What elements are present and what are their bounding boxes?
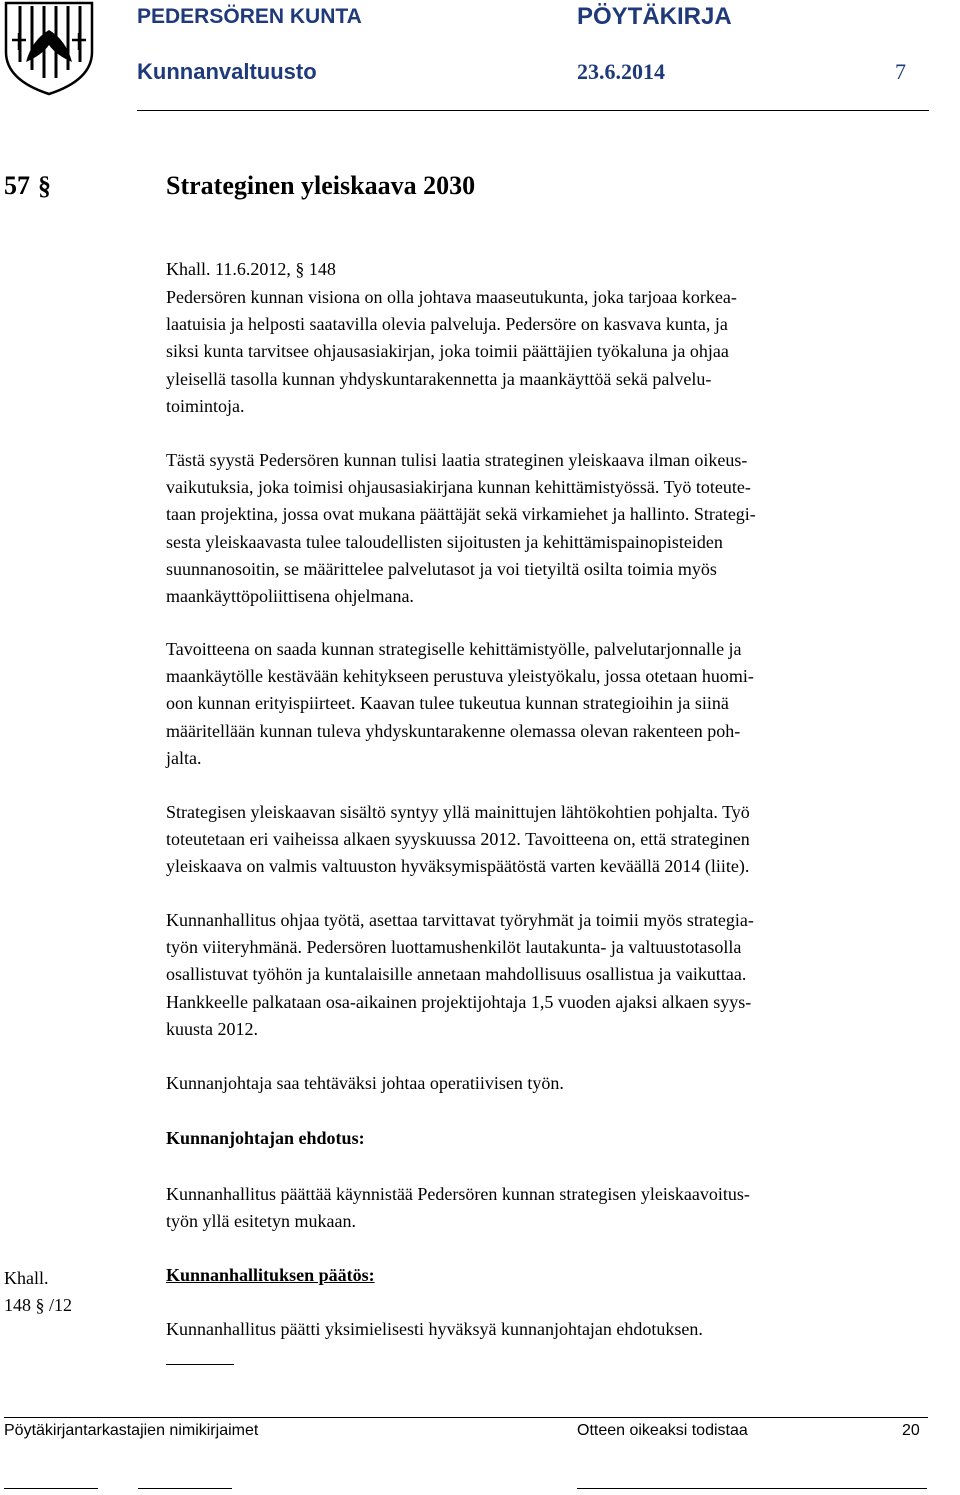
section-symbol: § [38, 171, 51, 200]
text-line: sesta yleiskaavasta tulee taloudellisten sijoitusten ja kehittämispainopisteiden [166, 531, 723, 552]
text-line: Strategisen yleiskaavan sisältö syntyy yllä mainittujen lähtökohtien pohjalta. Työ [166, 802, 750, 822]
text-line: jalta. [166, 747, 202, 768]
text-line: työn yllä esitetyn mukaan. [166, 1211, 356, 1232]
text-line: yleisellä tasolla kunnan yhdyskuntarakennetta ja maankäyttöä sekä palvelu- [166, 368, 712, 389]
reference-line: Khall. 11.6.2012, § 148 [166, 259, 336, 279]
footer-rule [4, 1417, 928, 1418]
municipal-coat-of-arms-icon [2, 0, 96, 96]
signature-line [166, 1364, 234, 1365]
paragraph-vision [166, 284, 926, 420]
text-line: kuusta 2012. [166, 1018, 258, 1039]
meeting-date: 23.6.2014 [577, 59, 665, 84]
meeting-body: Kunnanvaltuusto [137, 59, 317, 84]
text-line: toteutetaan eri vaiheissa alkaen syyskuussa 2012. Tavoitteena on, että strateginen [166, 829, 750, 850]
proposal-text [166, 1181, 926, 1235]
text-line: toimintoja. [166, 395, 245, 416]
text-line: Hankkeelle palkataan osa-aikainen projektijohtaja 1,5 vuoden ajaksi alkaen syys- [166, 991, 752, 1012]
text-line: maankäytölle kestävään kehitykseen perustuva yleistyökalu, jossa otetaan huomi- [166, 666, 754, 687]
section-title: Strateginen yleiskaava 2030 [166, 171, 476, 200]
text-line: taan projektina, jossa ovat mukana päättäjät sekä virkamiehet ja hallinto. Strategi- [166, 504, 756, 525]
text-line: yleiskaava on valmis valtuuston hyväksymispäätöstä varten keväällä 2014 (liite). [166, 856, 750, 877]
text-line: oon kunnan erityispiirteet. Kaavan tulee tukeutua kunnan strategioihin ja siinä [166, 693, 729, 714]
paragraph-goal [166, 636, 926, 772]
header-rule [137, 110, 929, 111]
text-line: Kunnanjohtaja saa tehtäväksi johtaa operatiivisen työn. [166, 1073, 564, 1093]
decision-text: Kunnanhallitus päätti yksimielisesti hyväksyä kunnanjohtajan ehdotuksen. [166, 1319, 703, 1339]
text-line: suunnanosoitin, se määrittelee palvelutasot ja voi tietyiltä osilta toimia myös [166, 558, 717, 579]
footer-left-label: Pöytäkirjantarkastajien nimikirjaimet [4, 1422, 259, 1439]
paragraph-steering [166, 907, 926, 1043]
footer-right-label: Otteen oikeaksi todistaa [577, 1422, 748, 1439]
margin-label: Khall. [4, 1268, 49, 1288]
certification-line [577, 1488, 927, 1489]
initials-line [138, 1488, 232, 1489]
margin-reference [4, 1265, 72, 1319]
text-line: Tavoitteena on saada kunnan strategiselle kehittämistyölle, palvelutarjonnalle ja [166, 639, 742, 659]
initials-line [4, 1488, 98, 1489]
text-line: osallistuvat työhön ja kuntalaisille annetaan mahdollisuus osallistua ja vaikuttaa. [166, 964, 747, 985]
text-line: laatuisia ja helposti saatavilla olevia palveluja. Pedersöre on kasvava kunta, ja [166, 314, 728, 335]
proposal-heading: Kunnanjohtajan ehdotus: [166, 1128, 365, 1148]
page-number: 7 [895, 59, 906, 84]
document-type: PÖYTÄKIRJA [577, 3, 732, 30]
text-line: vaikutuksia, joka toimisi ohjausasiakirjana kunnan kehittämistyössä. Työ toteute- [166, 477, 751, 498]
text-line: Kunnanhallitus ohjaa työtä, asettaa tarvittavat työryhmät ja toimii myös strategia- [166, 910, 754, 930]
text-line: Tästä syystä Pedersören kunnan tulisi laatia strateginen yleiskaava ilman oikeus- [166, 450, 748, 470]
section-number: 57 [4, 171, 30, 200]
paragraph-reason [166, 447, 926, 610]
text-line: Pedersören kunnan visiona on olla johtava maaseutukunta, joka tarjoaa korkea- [166, 287, 737, 307]
paragraph-manager-task [166, 1070, 926, 1097]
text-line: Kunnanhallitus päättää käynnistää Pedersören kunnan strategisen yleiskaavoitus- [166, 1184, 750, 1204]
text-line: maankäyttöpoliittisena ohjelmana. [166, 586, 414, 607]
margin-label: 148 § /12 [4, 1295, 73, 1316]
footer-page-number: 20 [902, 1422, 920, 1439]
text-line: siksi kunta tarvitsee ohjausasiakirjan, joka toimii päättäjien työkaluna ja ohjaa [166, 341, 729, 362]
municipality-name: PEDERSÖREN KUNTA [137, 5, 362, 28]
text-line: työn viiteryhmänä. Pedersören luottamushenkilöt lautakunta- ja valtuustotasolla [166, 937, 742, 958]
paragraph-content [166, 799, 926, 881]
text-line: määritellään kunnan tuleva yhdyskuntarakenne olemassa olevan rakenteen poh- [166, 720, 741, 741]
decision-heading: Kunnanhallituksen päätös: [166, 1265, 375, 1285]
